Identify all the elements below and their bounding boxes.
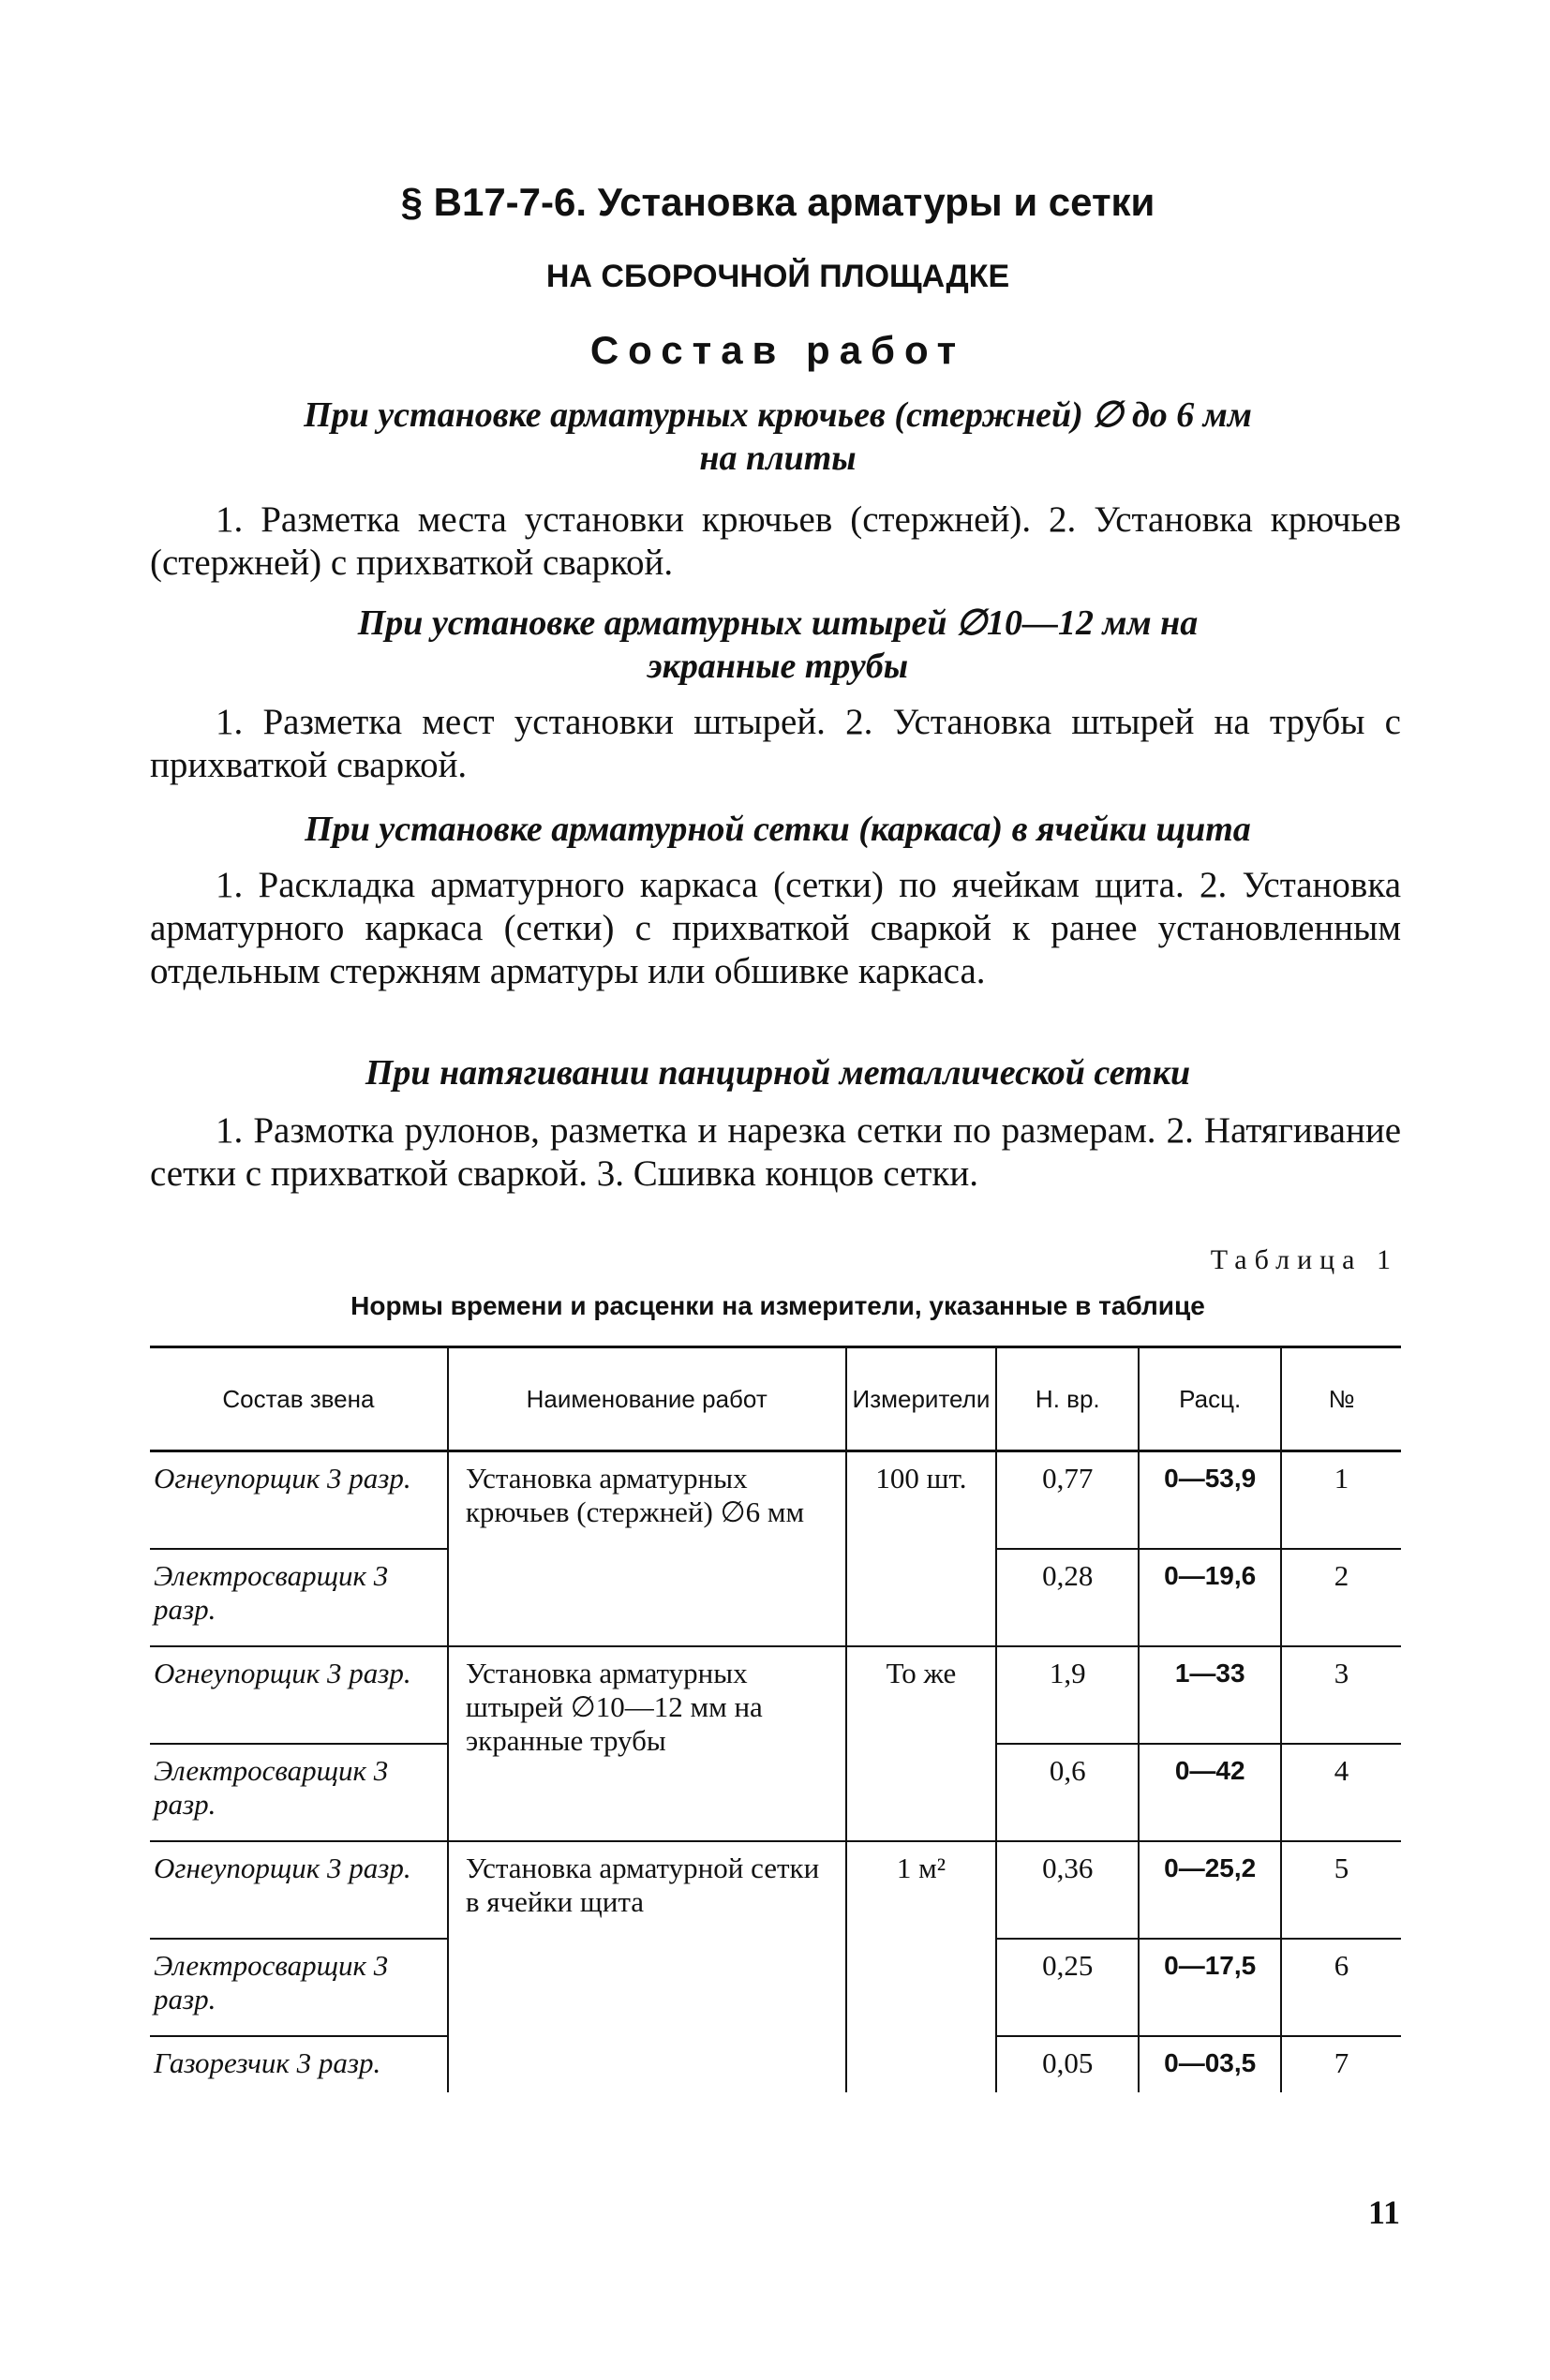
crew-cell: Огнеупорщик 3 разр. xyxy=(150,1646,448,1744)
header-work: Наименование работ xyxy=(448,1347,846,1451)
subheading-mesh: При установке арматурной сетки (каркаса) в ячейки щита xyxy=(305,810,1251,849)
rate-cell: 0—03,5 xyxy=(1139,2036,1281,2092)
row-number-cell: 7 xyxy=(1281,2036,1401,2092)
table-label: Таблица 1 xyxy=(1210,1244,1398,1275)
norms-table xyxy=(150,1346,1401,2092)
rate-cell: 0—42 xyxy=(1139,1744,1281,1841)
crew-cell: Электросварщик 3 разр. xyxy=(150,1939,448,2036)
rate-cell: 0—53,9 xyxy=(1139,1451,1281,1549)
row-number-cell: 2 xyxy=(1281,1549,1401,1646)
table-row xyxy=(150,1451,1401,1549)
row-number-cell: 6 xyxy=(1281,1939,1401,2036)
crew-cell: Огнеупорщик 3 разр. xyxy=(150,1841,448,1939)
row-number-cell: 1 xyxy=(1281,1451,1401,1549)
header-norm: Н. вр. xyxy=(996,1347,1139,1451)
table-header-row xyxy=(150,1347,1401,1451)
crew-cell: Электросварщик 3 разр. xyxy=(150,1744,448,1841)
paragraph-pins: 1. Разметка мест установки штырей. 2. Установка штырей на трубы с прихваткой сваркой. xyxy=(150,702,1401,785)
paragraph-hooks: 1. Разметка места установки крючьев (стержней). 2. Установка крючьев (стержней) с прихваткой сваркой. xyxy=(150,499,1401,583)
unit-cell: 100 шт. xyxy=(846,1451,997,1646)
row-number-cell: 4 xyxy=(1281,1744,1401,1841)
subheading-pins: При установке арматурных штырей ∅10—12 мм на экранные трубы xyxy=(357,603,1199,686)
header-number: № xyxy=(1281,1347,1401,1451)
table-row xyxy=(150,1841,1401,1939)
norm-cell: 0,28 xyxy=(996,1549,1139,1646)
section-title: § В17-7-6. Установка арматуры и сетки xyxy=(400,180,1155,224)
norm-cell: 1,9 xyxy=(996,1646,1139,1744)
paragraph-mesh: 1. Раскладка арматурного каркаса (сетки) по ячейкам щита. 2. Установка арматурного каркаса (сетки) с прихваткой сваркой к ранее установленным отдельным стержням арматуры или обшивке каркаса. xyxy=(150,865,1401,991)
work-cell: Установка арматурной сетки в ячейки щита xyxy=(448,1841,846,2092)
header-crew: Состав звена xyxy=(150,1347,448,1451)
work-composition-heading: Состав работ xyxy=(589,328,966,372)
rate-cell: 0—25,2 xyxy=(1139,1841,1281,1939)
row-number-cell: 3 xyxy=(1281,1646,1401,1744)
norm-cell: 0,77 xyxy=(996,1451,1139,1549)
norm-cell: 0,6 xyxy=(996,1744,1139,1841)
subheading-armor-mesh: При натягивании панцирной металлической сетки xyxy=(365,1053,1191,1093)
crew-cell: Газорезчик 3 разр. xyxy=(150,2036,448,2092)
section-subtitle: НА СБОРОЧНОЙ ПЛОЩАДКЕ xyxy=(545,259,1010,294)
table-title: Нормы времени и расценки на измерители, указанные в таблице xyxy=(350,1291,1205,1320)
header-rate: Расц. xyxy=(1139,1347,1281,1451)
page-number: 11 xyxy=(1367,2194,1400,2231)
paragraph-armor-mesh: 1. Размотка рулонов, разметка и нарезка сетки по размерам. 2. Натягивание сетки с прихваткой сваркой. 3. Сшивка концов сетки. xyxy=(150,1110,1401,1194)
norm-cell: 0,25 xyxy=(996,1939,1139,2036)
norm-cell: 0,05 xyxy=(996,2036,1139,2092)
row-number-cell: 5 xyxy=(1281,1841,1401,1939)
crew-cell: Электросварщик 3 разр. xyxy=(150,1549,448,1646)
header-unit: Измерители xyxy=(846,1347,997,1451)
unit-cell: 1 м² xyxy=(846,1841,997,2092)
crew-cell: Огнеупорщик 3 разр. xyxy=(154,1462,411,1495)
rate-cell: 1—33 xyxy=(1139,1646,1281,1744)
rate-cell: 0—19,6 xyxy=(1139,1549,1281,1646)
table-row xyxy=(150,1646,1401,1744)
unit-cell: То же xyxy=(846,1646,997,1841)
norm-cell: 0,36 xyxy=(996,1841,1139,1939)
work-cell: Установка арматурных крючьев (стержней) ∅6 мм xyxy=(448,1451,846,1646)
rate-cell: 0—17,5 xyxy=(1139,1939,1281,2036)
subheading-hooks: При установке арматурных крючьев (стержней) ∅ до 6 мм на плиты xyxy=(304,395,1252,478)
work-cell: Установка арматурных штырей ∅10—12 мм на экранные трубы xyxy=(448,1646,846,1841)
